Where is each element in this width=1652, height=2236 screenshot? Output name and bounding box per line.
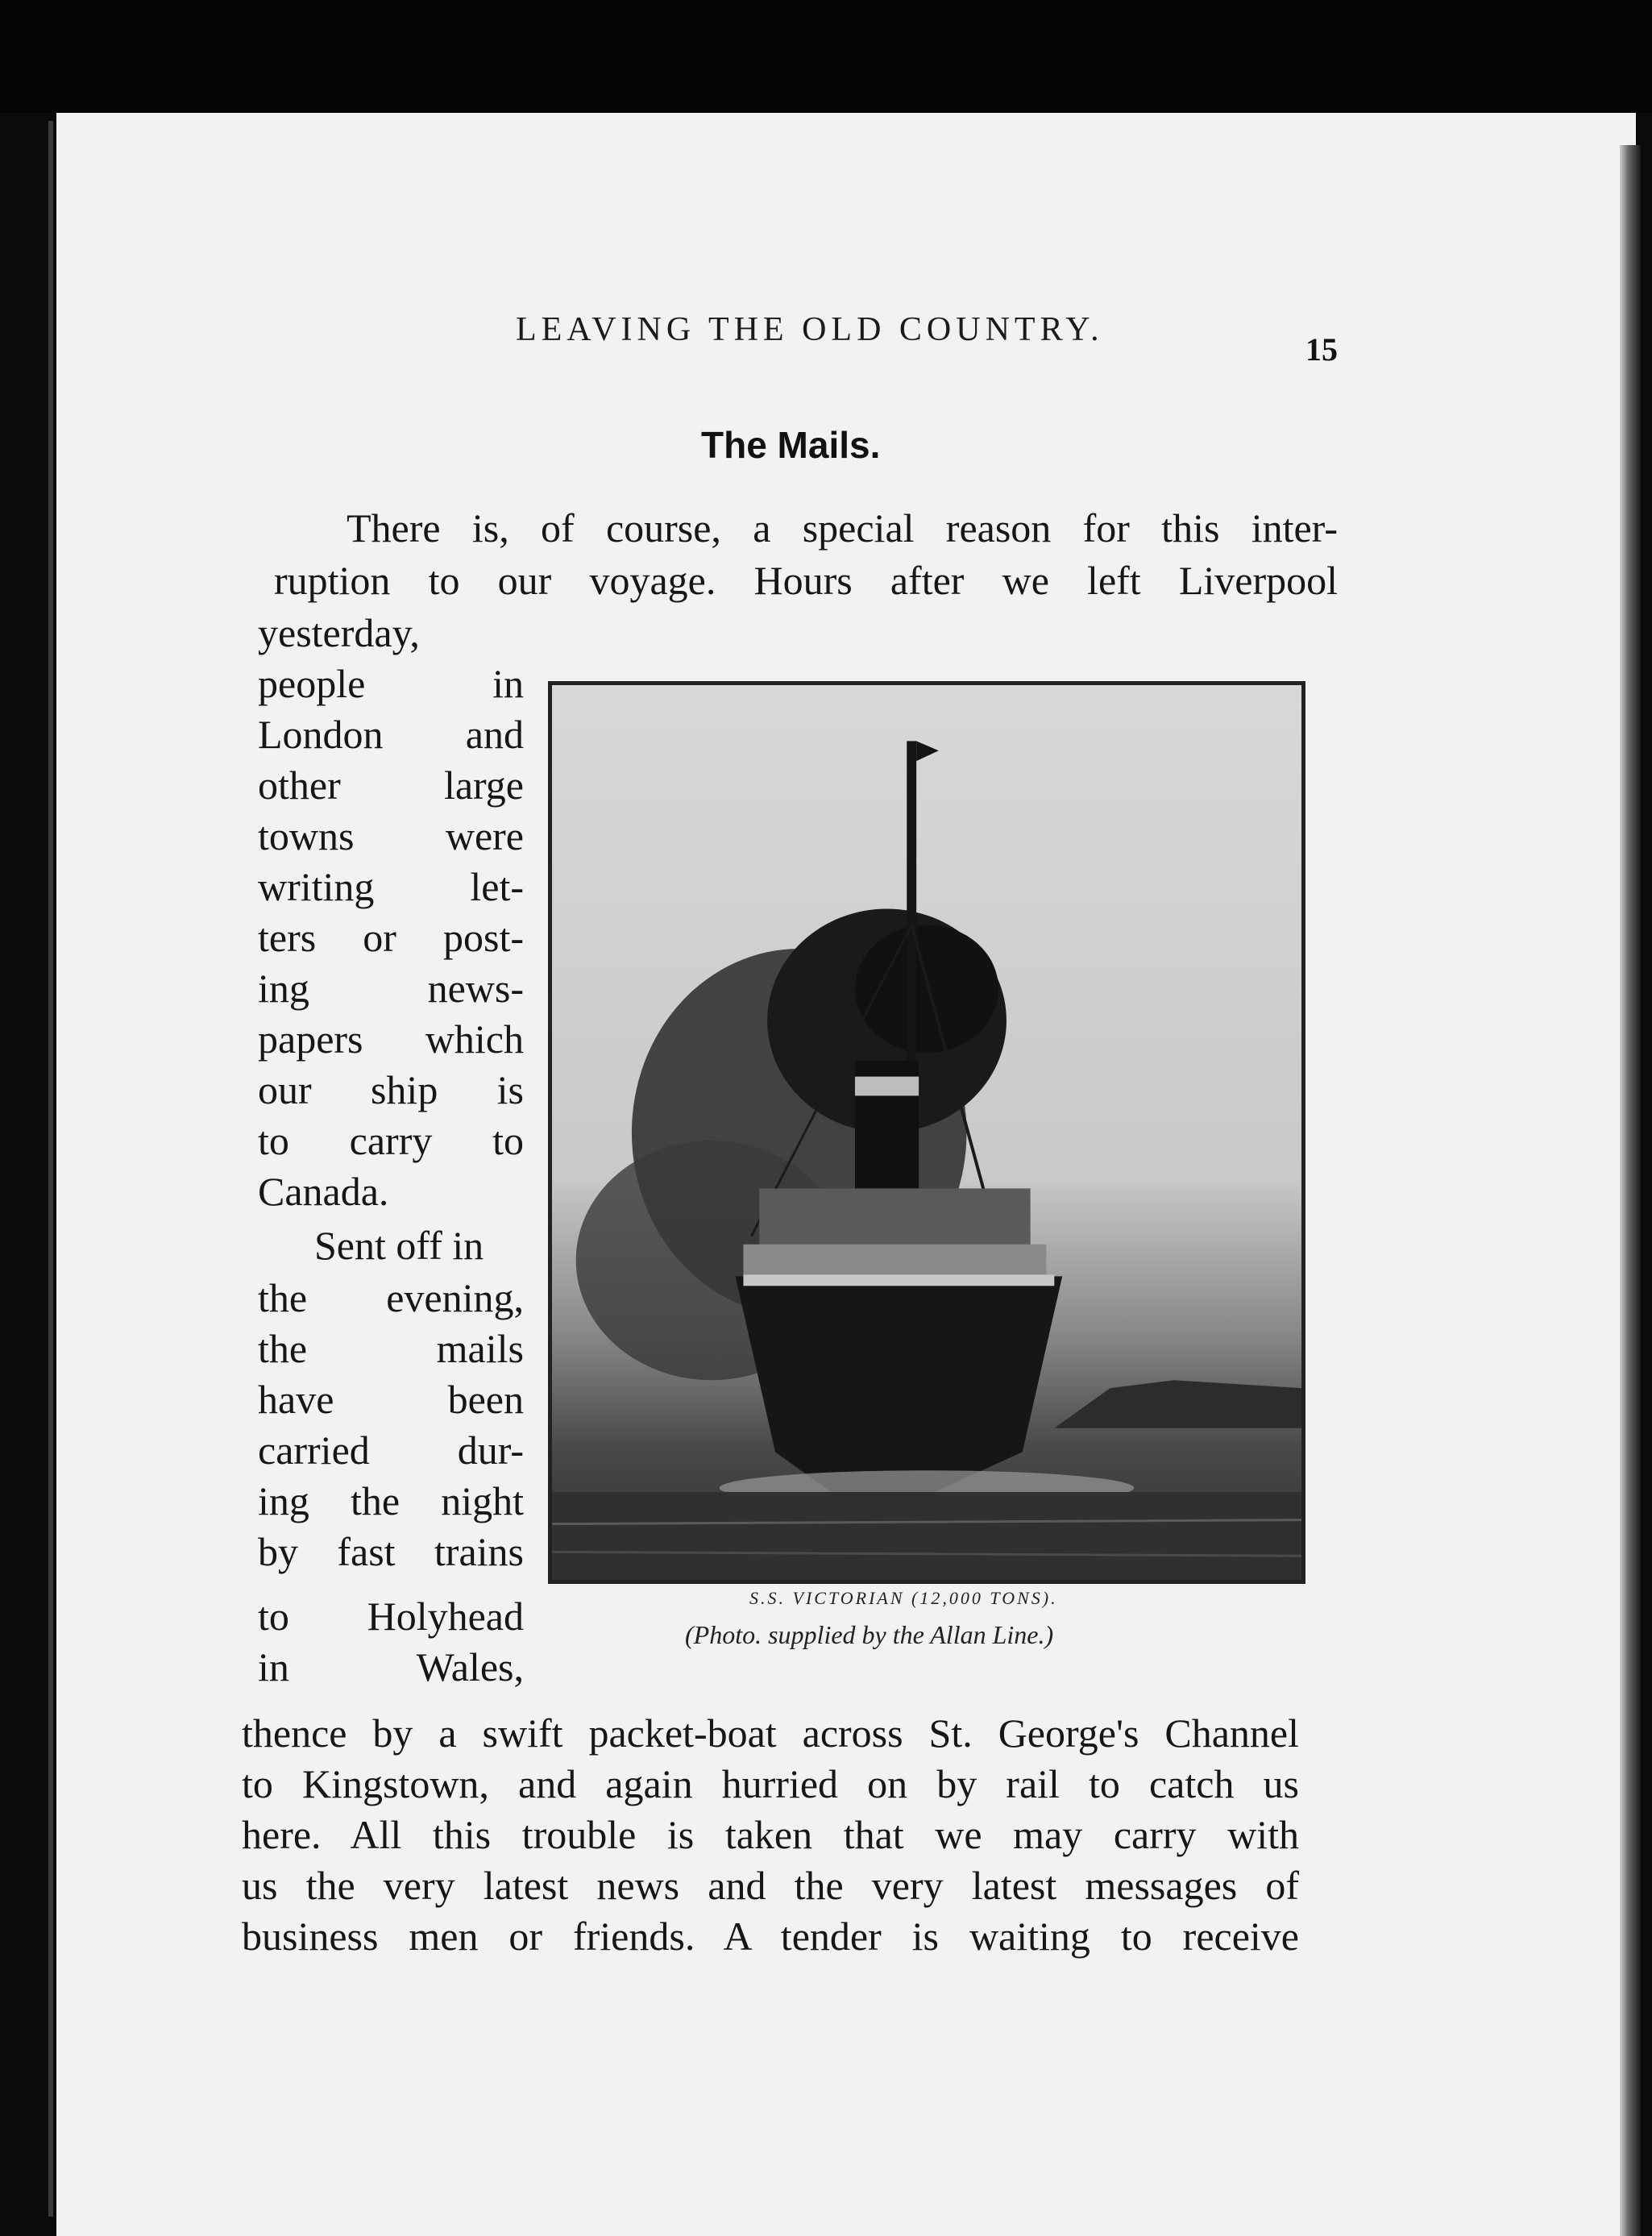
section-heading: The Mails. xyxy=(701,424,881,466)
body-line: us the very latest news and the very latest messages of xyxy=(242,1863,1299,1908)
narrow-line: ters or post- xyxy=(258,915,524,960)
narrow-line: Canada. xyxy=(258,1169,389,1214)
narrow-line: have been xyxy=(258,1377,524,1422)
body-line: There is, of course, a special reason for this inter- xyxy=(347,505,1338,551)
body-line: ruption to our voyage. Hours after we left Liverpool xyxy=(274,558,1338,603)
steamship-illustration xyxy=(552,685,1301,1580)
narrow-line: other large xyxy=(258,763,524,808)
narrow-line: people in xyxy=(258,661,524,706)
body-line: thence by a swift packet-boat across St. George's Channel xyxy=(242,1710,1299,1756)
narrow-line: ing news- xyxy=(258,966,524,1011)
narrow-line: the mails xyxy=(258,1326,524,1371)
body-line: to Kingstown, and again hurried on by rail to catch us xyxy=(242,1761,1299,1806)
narrow-line: carried dur- xyxy=(258,1428,524,1473)
body-line: here. All this trouble is taken that we may carry with xyxy=(242,1812,1299,1857)
page-gutter-edge xyxy=(48,121,53,2217)
narrow-line: the evening, xyxy=(258,1275,524,1320)
page-number: 15 xyxy=(1305,331,1338,368)
narrow-line: Sent off in xyxy=(314,1223,484,1268)
narrow-line: to carry to xyxy=(258,1118,524,1163)
narrow-line: in Wales, xyxy=(258,1644,524,1689)
figure-caption-credit: (Photo. supplied by the Allan Line.) xyxy=(685,1620,1054,1649)
narrow-line: ing the night xyxy=(258,1478,524,1523)
narrow-line: papers which xyxy=(258,1016,524,1062)
running-title: LEAVING THE OLD COUNTRY. xyxy=(516,311,1104,348)
narrow-line: to Holyhead xyxy=(258,1594,524,1639)
narrow-line: yesterday, xyxy=(258,610,420,655)
ship-photograph xyxy=(548,681,1305,1584)
page-right-edge xyxy=(1620,145,1641,2236)
figure-caption-title: S.S. VICTORIAN (12,000 TONS). xyxy=(749,1588,1058,1608)
narrow-line: London and xyxy=(258,712,524,757)
narrow-line: writing let- xyxy=(258,864,524,909)
narrow-line: by fast trains xyxy=(258,1529,524,1574)
narrow-line: towns were xyxy=(258,813,524,858)
narrow-line: our ship is xyxy=(258,1067,524,1112)
scan-top-margin xyxy=(0,0,1652,113)
body-line: business men or friends. A tender is waiting to receive xyxy=(242,1914,1299,1959)
